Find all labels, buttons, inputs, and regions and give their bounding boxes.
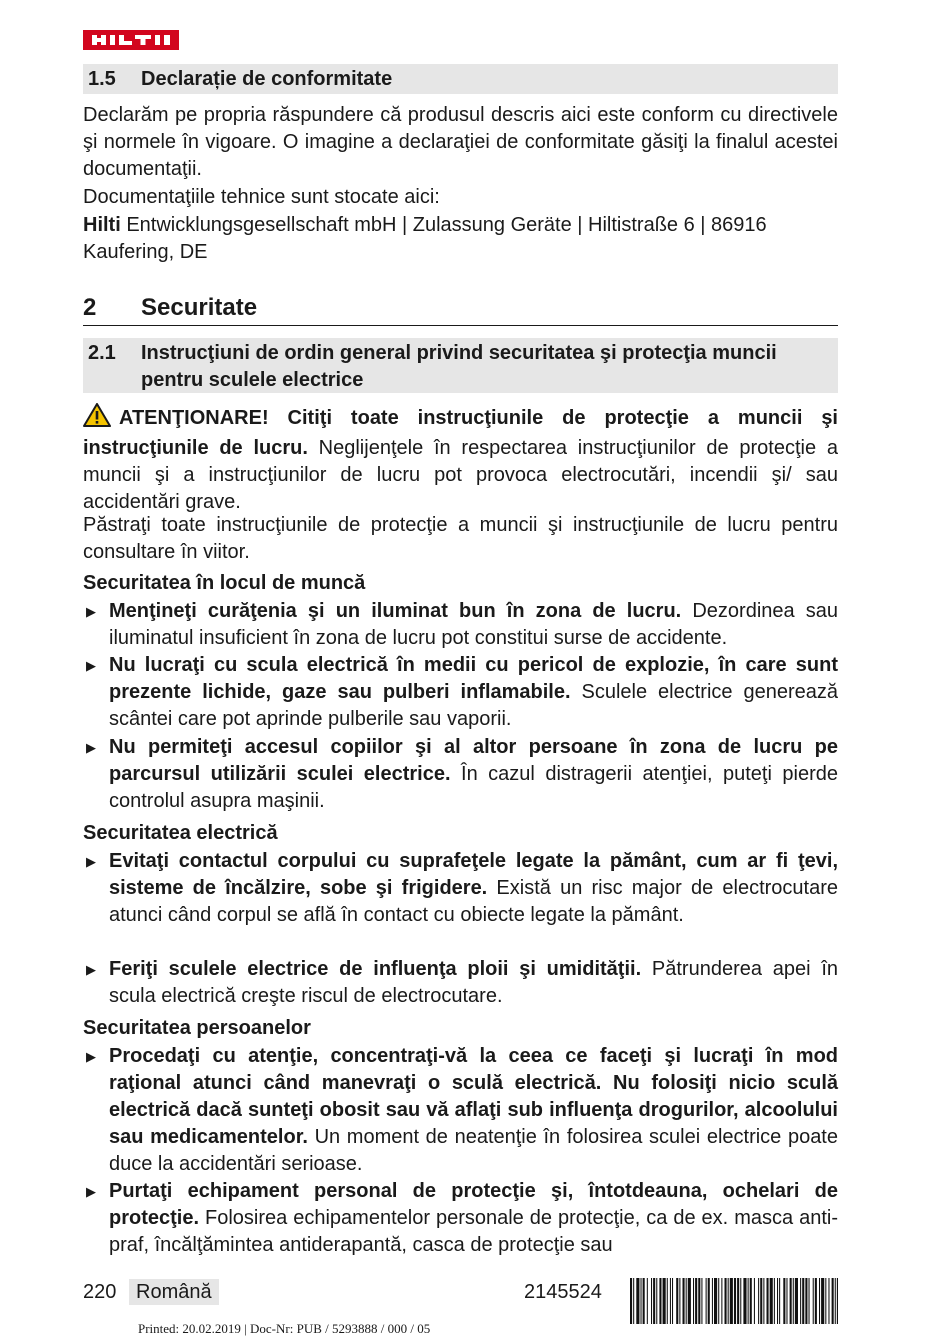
list-item bbox=[109, 848, 838, 929]
page-number: 220 bbox=[83, 1281, 117, 1303]
bullet-arrow-icon: ▶ bbox=[86, 658, 96, 673]
section-title: Declarație de conformitate bbox=[141, 68, 393, 90]
bullet-arrow-icon: ▶ bbox=[86, 740, 96, 755]
item-bold: Nu permiteţi accesul copiilor şi al altor persoane în zona de lucru pe parcursul utilizării sculei electrice. bbox=[109, 736, 838, 785]
bullet-arrow-icon: ▶ bbox=[86, 604, 96, 619]
address-rest: Entwicklungsgesellschaft mbH | Zulassung Geräte | Hiltistraße 6 | 86916 Kaufering, DE bbox=[83, 214, 767, 263]
section-2-heading bbox=[83, 292, 838, 326]
address-company: Hilti bbox=[83, 214, 121, 236]
address bbox=[83, 212, 838, 266]
warning-paragraph bbox=[83, 403, 838, 516]
conformity-paragraph: Declarăm pe propria răspundere că produsul descris aici este conform cu directivele şi normele în vigoare. O imagine a declaraţiei de conformitate găsiţi la finalul acestei documentaţii. bbox=[83, 104, 838, 180]
item-rest: În cazul distragerii atenţiei, puteţi pierde controlul asupra maşinii. bbox=[109, 763, 838, 812]
warning-bold: ATENŢIONARE! Citiţi toate instrucţiunile de protecţie a muncii şi instrucţiunile de lucru. bbox=[83, 407, 838, 459]
item-rest: Sculele electrice generează scântei care pot aprinde pulberile sau vaporii. bbox=[109, 681, 838, 730]
list-item bbox=[109, 734, 838, 815]
print-info: Printed: 20.02.2019 | Doc-Nr: PUB / 5293888 / 000 / 05 bbox=[138, 1321, 431, 1336]
electrical-heading: Securitatea electrică bbox=[83, 822, 278, 844]
bullet-arrow-icon: ▶ bbox=[86, 962, 96, 977]
item-bold: Evitaţi contactul corpului cu suprafeţele legate la pământ, cum ar fi ţevi, sisteme de încălzire, sobe şi frigidere. bbox=[109, 850, 838, 899]
section-title: Instrucţiuni de ordin general privind securitatea şi protecţia muncii pentru sculele electrice bbox=[141, 342, 777, 391]
list-item bbox=[109, 1043, 838, 1178]
item-rest: Dezordinea sau iluminatul insuficient în zona de lucru pot constitui surse de accidente. bbox=[109, 600, 838, 649]
item-bold: Menţineţi curăţenia şi un iluminat bun în zona de lucru. bbox=[109, 600, 682, 622]
personal-heading: Securitatea persoanelor bbox=[83, 1017, 311, 1039]
document-code: 2145524 bbox=[524, 1281, 602, 1303]
section-2-1-heading bbox=[83, 338, 838, 393]
item-rest: Există un risc major de electrocutare atunci când corpul se află în contact cu obiecte legate la pământ. bbox=[109, 877, 838, 926]
bullet-arrow-icon: ▶ bbox=[86, 854, 96, 869]
keep-instructions: Păstraţi toate instrucţiunile de protecţie a muncii şi instrucţiunile de lucru pentru consultare în viitor. bbox=[83, 514, 838, 563]
bullet-arrow-icon: ▶ bbox=[86, 1184, 96, 1199]
section-number: 1.5 bbox=[88, 68, 116, 90]
barcode bbox=[630, 1278, 838, 1324]
workplace-heading: Securitatea în locul de muncă bbox=[83, 572, 366, 594]
item-bold: Feriţi sculele electrice de influenţa ploii şi umidităţii. bbox=[109, 958, 642, 980]
item-rest: Un moment de neatenţie în folosirea sculei electrice poate duce la accidentări serioase. bbox=[109, 1126, 838, 1175]
section-title: Securitate bbox=[141, 294, 258, 321]
language-label: Română bbox=[129, 1279, 219, 1305]
item-bold: Purtaţi echipament personal de protecţie şi, întotdeauna, ochelari de protecţie. bbox=[109, 1180, 838, 1229]
bullet-arrow-icon: ▶ bbox=[86, 1049, 96, 1064]
list-item bbox=[109, 652, 838, 733]
section-number: 2 bbox=[83, 294, 97, 321]
item-bold: Procedaţi cu atenţie, concentraţi-vă la ceea ce faceţi şi lucraţi în mod raţional atunci când manevraţi o sculă electrică. Nu folosiţi nicio sculă electrică dacă sunteţi obosit sau vă aflaţi sub influenţa drogurilor, alcoolului sau medicamentelor. bbox=[109, 1045, 838, 1148]
list-item bbox=[109, 1178, 838, 1259]
section-1-5-heading bbox=[83, 64, 838, 94]
warning-rest: Neglijenţele în respectarea instrucţiunilor de protecţie a muncii şi a instrucţiunilor de lucru pot provoca electrocutări, incendii şi/ sau accidentări grave. bbox=[83, 437, 838, 513]
hilti-logo-icon bbox=[83, 30, 179, 50]
item-rest: Folosirea echipamentelor personale de protecţie, ca de ex. masca anti-praf, încălţămintea antiderapantă, casca de protecţie sau bbox=[109, 1207, 838, 1256]
hilti-logo bbox=[83, 30, 179, 50]
warning-triangle-icon bbox=[83, 403, 111, 435]
section-number: 2.1 bbox=[88, 342, 116, 364]
docs-line: Documentaţiile tehnice sunt stocate aici: bbox=[83, 186, 440, 208]
item-bold: Nu lucraţi cu scula electrică în medii cu pericol de explozie, în care sunt prezente lichide, gaze sau pulberi inflamabile. bbox=[109, 654, 838, 703]
item-rest: Pătrunderea apei în scula electrică creşte riscul de electrocutare. bbox=[109, 958, 838, 1007]
list-item bbox=[109, 598, 838, 652]
list-item bbox=[109, 956, 838, 1010]
